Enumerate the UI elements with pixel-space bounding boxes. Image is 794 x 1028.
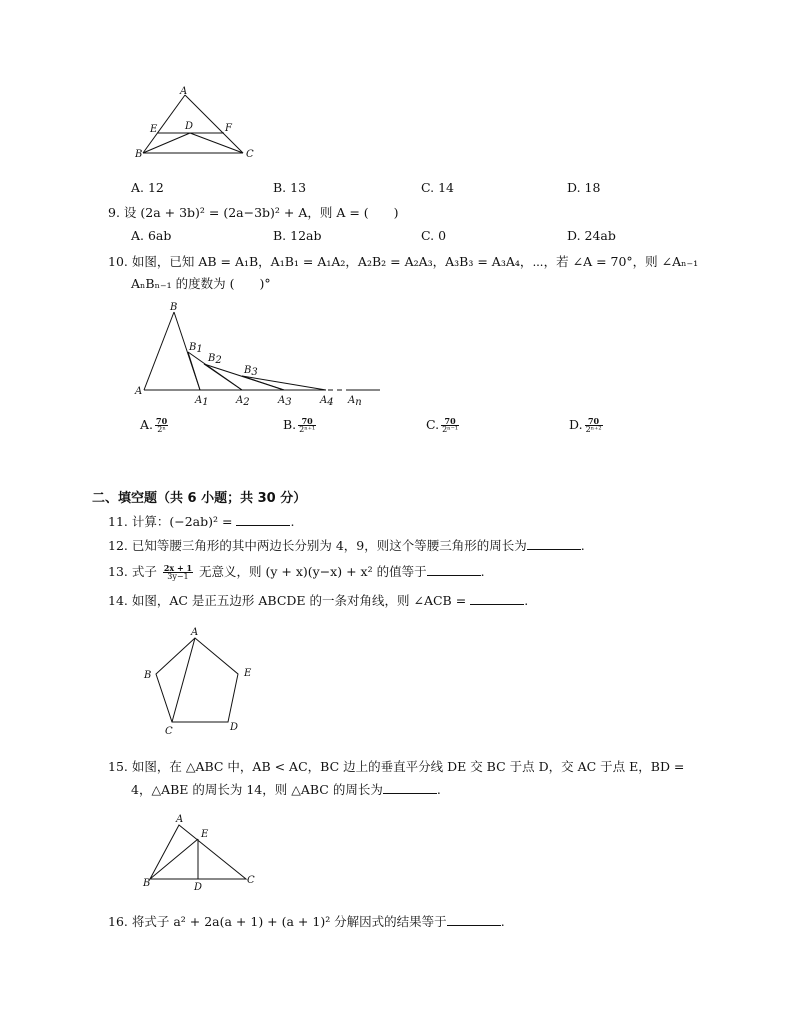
vertex-label-d: D (194, 882, 203, 892)
q9-option-c[interactable]: C. 0 (421, 228, 447, 243)
vertex-label-a3: A3 (278, 395, 292, 408)
q15-answer-blank[interactable] (383, 781, 437, 794)
vertex-label-a: A (135, 386, 143, 397)
q12-stem: 12. 已知等腰三角形的其中两边长分别为 4，9，则这个等腰三角形的周长为 . (108, 538, 585, 553)
vertex-label-c: C (247, 875, 255, 886)
q10-option-c[interactable]: C. $\frac{70}{\text{2ⁿ⁻¹}}$ (426, 416, 459, 434)
vertex-label-d: D (230, 722, 239, 733)
section-heading: 二、填空题（共 6 小题；共 30 分） (92, 491, 307, 506)
vertex-label-a: A (176, 814, 184, 825)
pentagon-figure-q14 (140, 624, 260, 739)
q10-option-c-denominator: 2ⁿ⁻¹ (442, 425, 459, 434)
vertex-label-b: B (144, 670, 152, 681)
vertex-label-b3: B3 (244, 365, 258, 378)
q13-stem: 13. 式子 $\frac{2x + 1}{3y-1}$ 无意义，则 (y + x)(y−x) + x² 的值等于 . (108, 563, 485, 581)
q11-stem: 11. 计算：(−2ab)² = . (108, 514, 295, 529)
vertex-label-b2: B2 (208, 353, 222, 366)
triangle-figure-q15 (140, 812, 265, 892)
q10-option-b-denominator: 2ⁿ⁺¹ (299, 425, 316, 434)
q8-option-a[interactable]: A. 12 (131, 180, 164, 195)
vertex-label-b1: B1 (189, 342, 203, 355)
q8-option-c[interactable]: C. 14 (421, 180, 454, 195)
q9-option-d[interactable]: D. 24ab (567, 228, 616, 243)
q9-stem: 9. 设 (2a + 3b)² = (2a−3b)² + A，则 A = ( ) (108, 205, 399, 220)
vertex-label-a4: A4 (320, 395, 334, 408)
q12-answer-blank[interactable] (527, 537, 581, 550)
q10-option-d-numerator: 70 (585, 417, 603, 426)
vertex-label-e: E (201, 829, 209, 840)
vertex-label-a: A (180, 86, 188, 97)
q15-stem-line1: 15. 如图，在 △ABC 中，AB < AC，BC 边上的垂直平分线 DE 交 BC 于点 D，交 AC 于点 E，BD = (108, 759, 685, 774)
q11-answer-blank[interactable] (236, 513, 290, 526)
q10-option-a-denominator: 2ⁿ (157, 425, 166, 434)
vertex-label-a1: A1 (195, 395, 209, 408)
q14-answer-blank[interactable] (470, 592, 524, 605)
q10-option-a-numerator: 70 (156, 416, 168, 426)
vertex-label-c: C (165, 726, 173, 737)
q8-option-d[interactable]: D. 18 (567, 180, 601, 195)
vertex-label-a2: A2 (236, 395, 250, 408)
q10-option-d[interactable]: D. $\frac{70}{\text{2ⁿ⁺²}}$ (569, 416, 602, 434)
vertex-label-c: C (246, 149, 254, 160)
vertex-label-e: E (244, 668, 252, 679)
q10-option-c-numerator: 70 (441, 417, 459, 426)
q13-answer-blank[interactable] (427, 563, 481, 576)
q9-option-b[interactable]: B. 12ab (273, 228, 322, 243)
q13-fraction: $\frac{2x + 1}{3y-1}$ (163, 563, 193, 581)
q10-option-b[interactable]: B. $\frac{70}{\text{2ⁿ⁺¹}}$ (283, 416, 316, 434)
q10-option-a[interactable]: A. $\frac{70}{\text{2ⁿ}}$ (140, 416, 168, 434)
vertex-label-f: F (225, 123, 232, 134)
vertex-label-d: D (185, 121, 194, 132)
triangle-figure-q8 (135, 85, 265, 163)
vertex-label-an: An (348, 395, 362, 408)
q8-option-b[interactable]: B. 13 (273, 180, 307, 195)
q15-stem-line2: 4，△ABE 的周长为 14，则 △ABC 的周长为 . (131, 782, 441, 797)
q16-stem: 16. 将式子 a² + 2a(a + 1) + (a + 1)² 分解因式的结果等于 . (108, 914, 505, 929)
vertex-label-b: B (135, 149, 143, 160)
q10-option-b-numerator: 70 (298, 417, 316, 426)
q10-stem-line1: 10. 如图，已知 AB = A₁B，A₁B₁ = A₁A₂，A₂B₂ = A₂A₃，A₃B₃ = A₃A₄，⋯，若 ∠A = 70°，则 ∠Aₙ₋₁ (108, 254, 699, 269)
q14-stem: 14. 如图，AC 是正五边形 ABCDE 的一条对角线，则 ∠ACB = . (108, 593, 529, 608)
q10-stem-line2: AₙBₙ₋₁ 的度数为 ( )° (131, 276, 271, 291)
vertex-label-a: A (191, 627, 199, 638)
q10-option-d-denominator: 2ⁿ⁺² (585, 425, 602, 434)
vertex-label-b: B (170, 302, 178, 313)
chain-triangle-figure-q10 (130, 300, 390, 410)
q9-option-a[interactable]: A. 6ab (131, 228, 172, 243)
q16-answer-blank[interactable] (447, 913, 501, 926)
vertex-label-e: E (150, 124, 158, 135)
vertex-label-b: B (143, 878, 151, 889)
